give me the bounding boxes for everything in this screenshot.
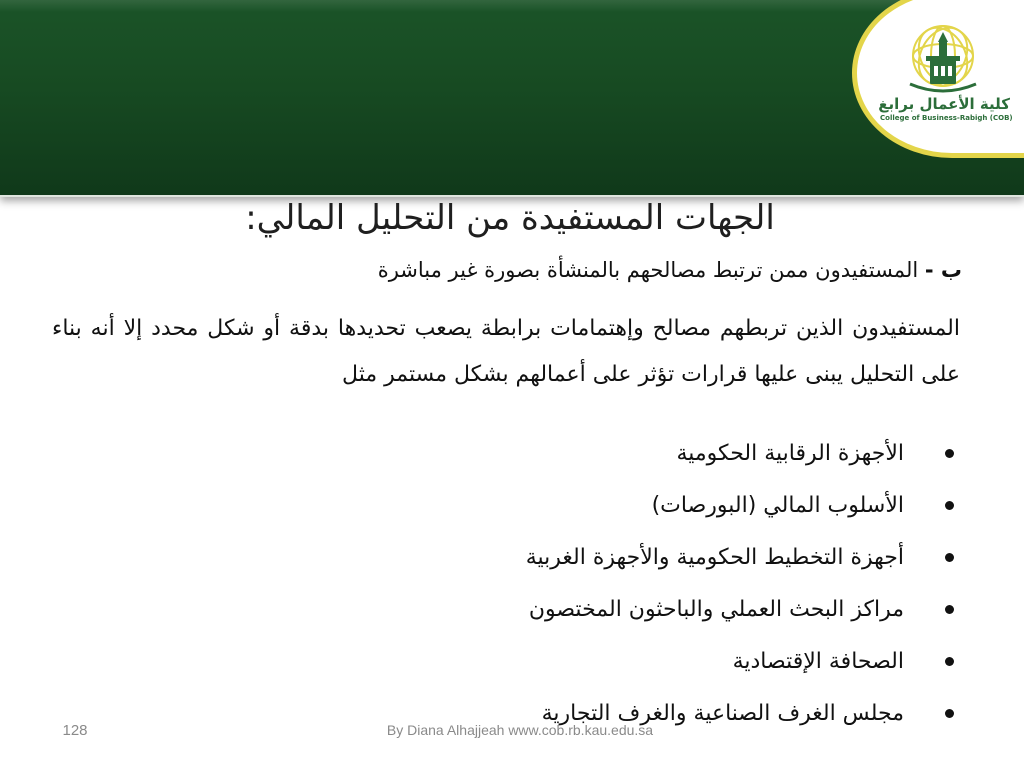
bullet-item [200,532,960,584]
bullet-text: الأسلوب المالي (البورصات) [651,493,904,518]
footer-credit: By Diana Alhajjeah www.cob.rb.kau.edu.sa [386,722,654,738]
body-paragraph: المستفيدون الذين تربطهم مصالح وإهتمامات برابطة يصعب تحديدها بدقة أو شكل محدد إلا أنه بناء على التحليل يبنى عليها قرارات تؤثر على أعمالهم بشكل مستمر مثل [52,316,960,387]
bullet-text: أجهزة التخطيط الحكومية والأجهزة الغربية [525,545,904,570]
slide-subtitle [220,254,962,286]
bullet-text: الصحافة الإقتصادية [732,649,904,674]
bullet-dot-icon [945,709,954,718]
page-number: 128 [62,722,88,739]
bullet-item [200,636,960,688]
bullet-dot-icon [945,553,954,562]
bullet-item [200,480,960,532]
logo-name-english: College of Business-Rabigh (COB) [880,114,1013,122]
slide-title: الجهات المستفيدة من التحليل المالي: [245,198,775,238]
logo-name-arabic: كلية الأعمال برابغ [878,95,1010,113]
bullet-item [200,584,960,636]
subtitle-text: المستفيدون ممن ترتبط مصالحهم بالمنشأة بصورة غير مباشرة [377,258,925,282]
bullet-dot-icon [945,501,954,510]
subtitle-label: ب - [924,258,962,282]
bullet-text: مجلس الغرف الصناعية والغرف التجارية [541,701,904,726]
bullet-text: مراكز البحث العملي والباحثون المختصون [528,597,904,622]
bullet-text: الأجهزة الرقابية الحكومية [676,441,904,466]
bullet-dot-icon [945,605,954,614]
header-highlight [0,0,1024,12]
bullet-item [200,428,960,480]
bullet-dot-icon [945,449,954,458]
bullet-dot-icon [945,657,954,666]
bullet-list [200,428,960,740]
college-logo-icon [888,14,998,144]
